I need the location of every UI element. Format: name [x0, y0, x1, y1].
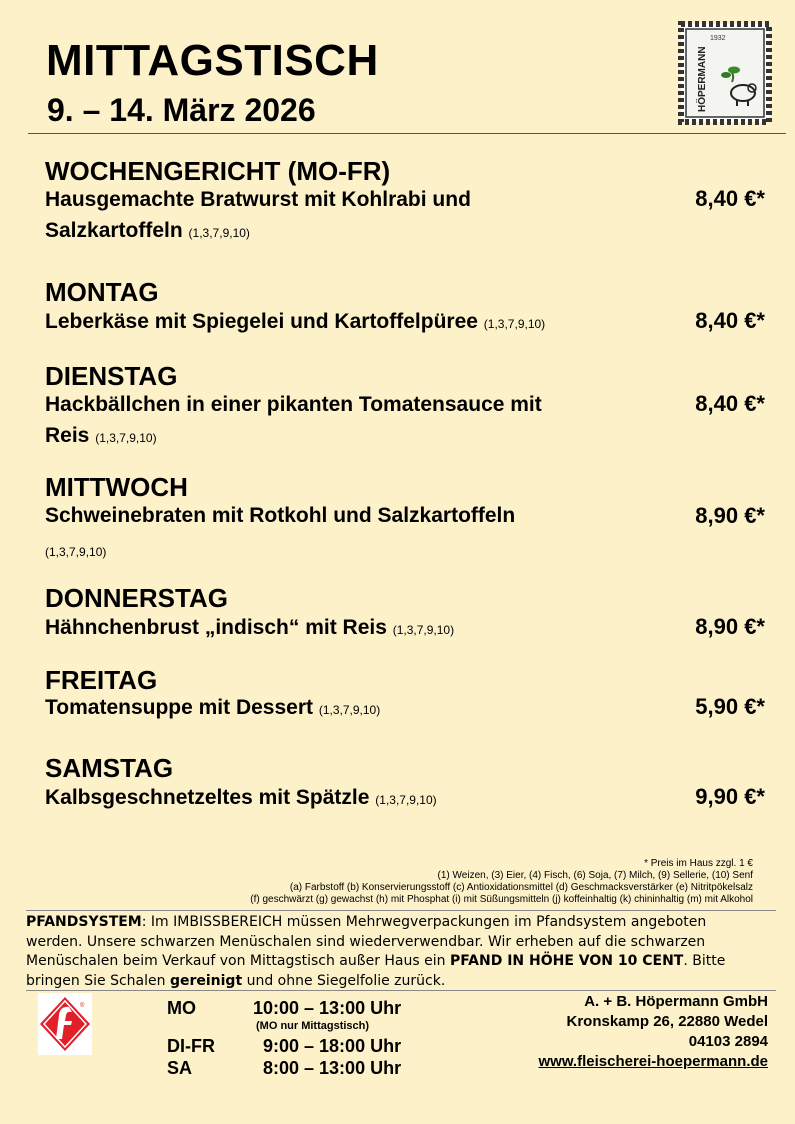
tuesday-dish-line1: Hackbällchen in einer pikanten Tomatensauce mit — [45, 393, 542, 416]
date-range: 9. – 14. März 2026 — [47, 92, 316, 128]
stamp-name: HÖPERMANN — [697, 46, 708, 112]
hours-mo-day: MO — [167, 998, 196, 1018]
weekly-dish-line1: Hausgemachte Bratwurst mit Kohlrabi und — [45, 188, 471, 211]
saturday-heading: SAMSTAG — [45, 753, 174, 783]
monday-allergens: (1,3,7,9,10) — [483, 317, 546, 331]
pfand-clean: gereinigt — [169, 972, 243, 989]
wednesday-heading: MITTWOCH — [45, 472, 188, 502]
tuesday-allergens: (1,3,7,9,10) — [95, 431, 157, 445]
pfand-label: PFANDSYSTEM — [26, 914, 142, 930]
tuesday-dish-line2: Reis — [45, 424, 90, 447]
svg-text:®: ® — [80, 1003, 85, 1009]
saturday-allergens: (1,3,7,9,10) — [375, 793, 437, 807]
pfand-divider — [26, 990, 776, 991]
friday-price: 5,90 €* — [695, 694, 765, 719]
saturday-dish — [45, 782, 655, 816]
hours-difr-day: DI-FR — [167, 1036, 215, 1056]
pfand-amount: PFAND IN HÖHE VON 10 CENT — [449, 953, 684, 969]
hours-sa-day: SA — [167, 1058, 193, 1078]
tuesday-heading: DIENSTAG — [45, 361, 178, 391]
wednesday-dish-text: Schweinebraten mit Rotkohl und Salzkartoffeln — [45, 504, 516, 527]
friday-allergens: (1,3,7,9,10) — [318, 703, 381, 717]
allergen-legend: (1) Weizen, (3) Eier, (4) Fisch, (6) Soja, (7) Milch, (9) Sellerie, (10) Senf — [437, 870, 753, 881]
hoepermann-stamp-logo — [677, 20, 773, 126]
street-address: Kronskamp 26, 22880 Wedel — [566, 1013, 768, 1030]
additives-legend-1: (a) Farbstoff (b) Konservierungsstoff (c) Antioxidationsmittel (d) Geschmacksverstärker (e) Nitritpökelsalz — [289, 882, 753, 893]
header-divider — [28, 133, 786, 134]
monday-heading: MONTAG — [45, 277, 159, 307]
monday-dish — [45, 306, 655, 340]
phone-number: 04103 2894 — [688, 1033, 768, 1050]
additives-legend-2: (f) geschwärzt (g) gewachst (h) mit Phosphat (i) mit Süßungsmitteln (j) koffeinhaltig (k) chininhaltig (m) mit Alkohol — [250, 894, 753, 905]
monday-dish-text: Leberkäse mit Spiegelei und Kartoffelpüree — [45, 310, 478, 333]
saturday-price: 9,90 €* — [695, 784, 765, 809]
thursday-heading: DONNERSTAG — [45, 583, 228, 613]
weekly-dish-line2: Salzkartoffeln — [45, 219, 183, 242]
svg-text:1932: 1932 — [710, 35, 726, 42]
hours-difr-time: 9:00 – 18:00 Uhr — [263, 1036, 402, 1056]
weekly-heading: WOCHENGERICHT (MO-FR) — [45, 156, 391, 186]
hours-mo-note: (MO nur Mittagstisch) — [256, 1020, 370, 1032]
pfand-text-1: : Im IMBISSBEREICH müssen Mehrwegverpackungen im Pfandsystem angeboten werden. Unsere schwarzen Menüschalen sind wiederverwendbar. Wir erheben auf die schwarzen Menüschalen beim Verkauf von Mittagstisch außer Haus ein — [26, 914, 707, 969]
pfand-text-2: . Bitte bringen Sie Schalen — [26, 953, 726, 989]
thursday-price: 8,90 €* — [695, 614, 765, 639]
footnote-divider — [26, 910, 776, 911]
hours-sa-time: 8:00 – 13:00 Uhr — [263, 1058, 402, 1078]
friday-dish-text: Tomatensuppe mit Dessert — [45, 696, 314, 719]
thursday-allergens: (1,3,7,9,10) — [392, 623, 455, 637]
wednesday-dish — [45, 500, 655, 568]
wednesday-allergens: (1,3,7,9,10) — [45, 545, 107, 559]
page-title: MITTAGSTISCH — [46, 36, 379, 85]
weekly-dish — [45, 184, 655, 249]
thursday-dish-text: Hähnchenbrust „indisch“ mit Reis — [45, 616, 387, 639]
weekly-price: 8,40 €* — [695, 186, 765, 211]
wednesday-price: 8,90 €* — [695, 503, 765, 528]
pfand-text-3: und ohne Siegelfolie zurück. — [242, 972, 446, 989]
weekly-allergens: (1,3,7,9,10) — [188, 226, 250, 240]
pfand-info — [26, 913, 766, 991]
monday-price: 8,40 €* — [695, 308, 765, 333]
hours-mo-time: 10:00 – 13:00 Uhr — [253, 998, 402, 1018]
saturday-dish-text: Kalbsgeschnetzeltes mit Spätzle — [45, 786, 370, 809]
company-name: A. + B. Höpermann GmbH — [584, 993, 768, 1010]
tuesday-dish — [45, 389, 655, 454]
footnotes — [250, 858, 753, 906]
thursday-dish — [45, 612, 655, 646]
website-link[interactable]: www.fleischerei-hoepermann.de — [538, 1053, 768, 1070]
fleischer-logo — [38, 993, 92, 1055]
friday-dish — [45, 692, 655, 726]
tuesday-price: 8,40 €* — [695, 391, 765, 416]
address-block — [538, 992, 768, 1072]
price-note: * Preis im Haus zzgl. 1 € — [644, 858, 753, 869]
friday-heading: FREITAG — [45, 665, 158, 695]
